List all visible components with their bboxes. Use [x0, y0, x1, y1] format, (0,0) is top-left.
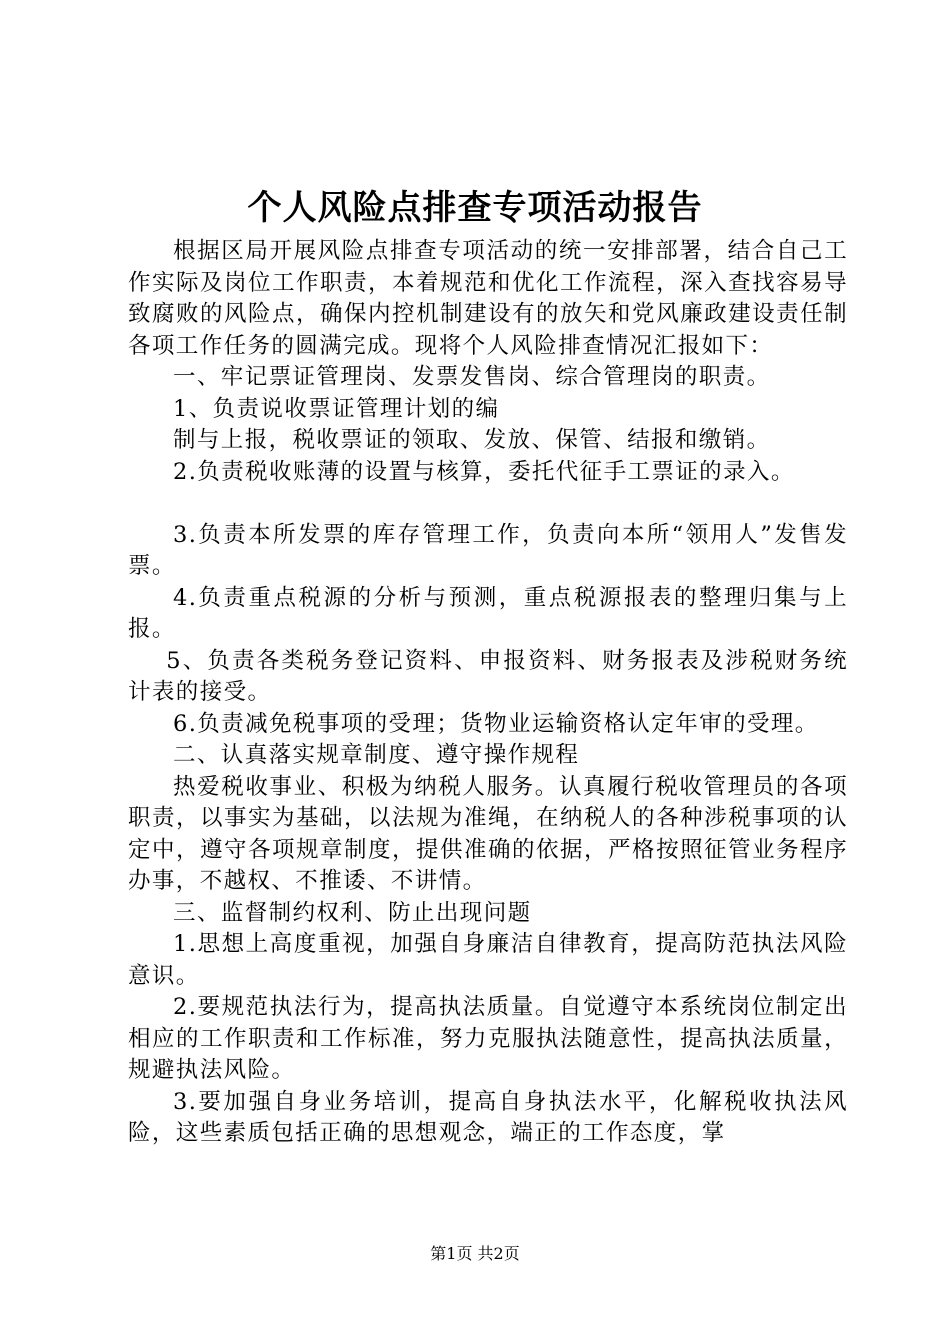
paragraph-item-1a: 1、负责说收票证管理计划的编 — [173, 395, 500, 422]
page-number-footer: 第1页 共2页 — [430, 1244, 520, 1263]
paragraph-section-3-item-1: 1.思想上高度重视，加强自身廉洁自律教育，提高防范执法风险意识。 — [128, 931, 848, 989]
blank-line — [128, 488, 848, 520]
paragraph-section-3-item-3: 3.要加强自身业务培训，提高自身执法水平，化解税收执法风险，这些素质包括正确的思想观念，端正的工作态度，掌 — [128, 1088, 848, 1146]
paragraph-section-3-item-2: 2.要规范执法行为，提高执法质量。自觉遵守本系统岗位制定出相应的工作职责和工作标准，努力克服执法随意性，提高执法质量，规避执法风险。 — [128, 994, 848, 1083]
paragraph-section-1-heading: 一、牢记票证管理岗、发票发售岗、综合管理岗的职责。 — [173, 364, 771, 390]
paragraph-section-3-heading: 三、监督制约权利、防止出现问题 — [173, 899, 532, 926]
paragraph-item-4: 4.负责重点税源的分析与预测，重点税源报表的整理归集与上报。 — [128, 584, 848, 642]
paragraph-intro: 根据区局开展风险点排查专项活动的统一安排部署，结合自己工作实际及岗位工作职责，本着规范和优化工作流程，深入查找容易导致腐败的风险点，确保内控机制建设有的放矢和党风廉政建设责任制各项工作任务的圆满完成。现将个人风险排查情况汇报如下： — [128, 238, 848, 359]
paragraph-section-2-heading: 二、认真落实规章制度、遵守操作规程 — [173, 742, 580, 768]
paragraph-item-3: 3.负责本所发票的库存管理工作，负责向本所“领用人”发售发票。 — [128, 521, 848, 579]
paragraph-item-5: 5、负责各类税务登记资料、申报资料、财务报表及涉税财务统计表的接受。 — [128, 647, 848, 705]
document-body — [128, 236, 848, 1150]
paragraph-section-2-body: 热爱税收事业、积极为纳税人服务。认真履行税收管理员的各项职责，以事实为基础，以法规为准绳，在纳税人的各种涉税事项的认定中，遵守各项规章制度，提供准确的依据，严格按照征管业务程序办事，不越权、不推诿、不讲情。 — [128, 773, 848, 894]
paragraph-item-2: 2.负责税收账薄的设置与核算，委托代征手工票证的录入。 — [173, 458, 795, 485]
document-title: 个人风险点排查专项活动报告 — [247, 188, 703, 228]
paragraph-item-1b: 制与上报，税收票证的领取、发放、保管、结报和缴销。 — [173, 427, 771, 453]
paragraph-item-6: 6.负责减免税事项的受理；货物业运输资格认定年审的受理。 — [173, 710, 819, 737]
